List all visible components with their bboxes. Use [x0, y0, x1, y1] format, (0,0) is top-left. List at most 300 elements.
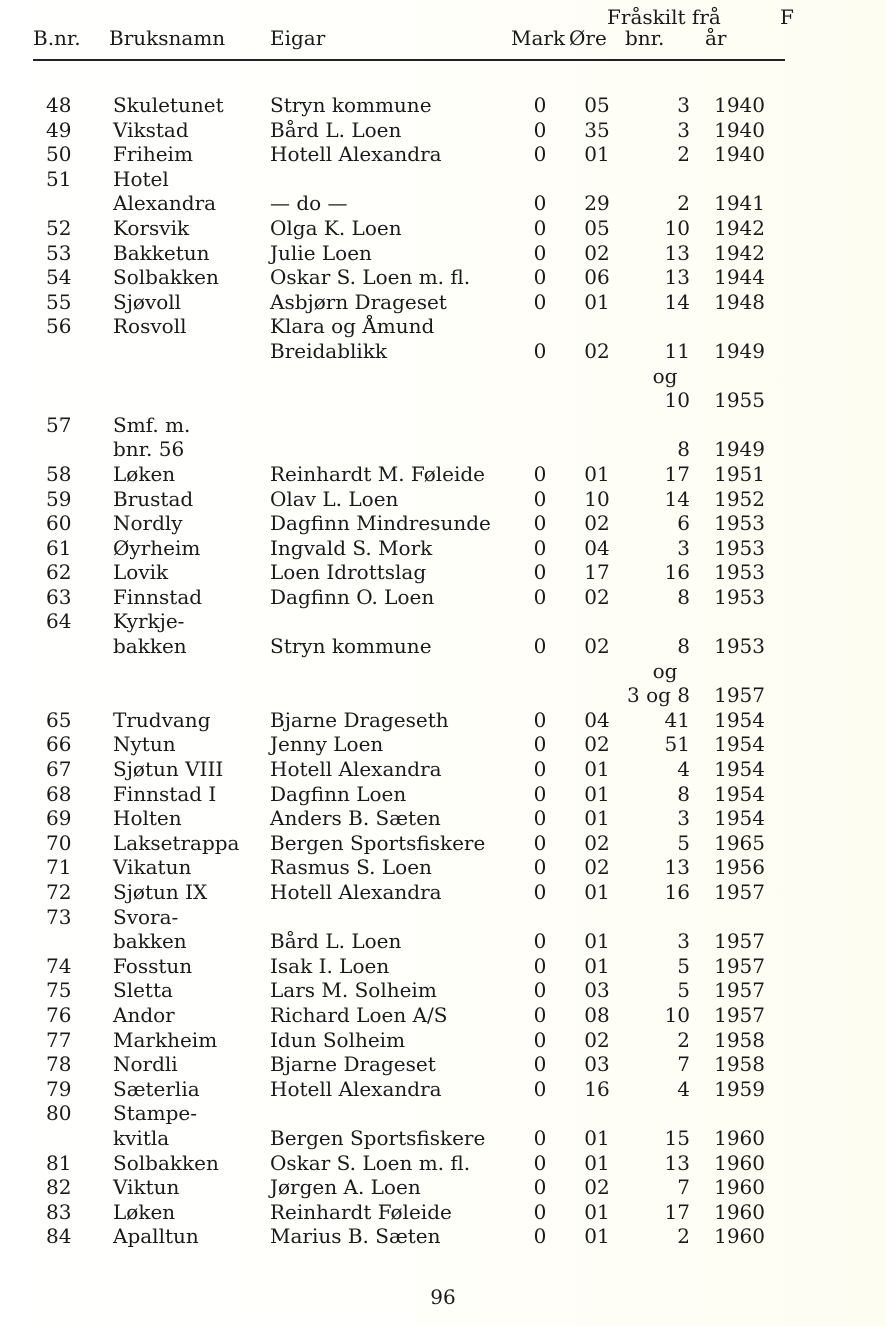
cell-bruksnamn: Vikatun — [113, 855, 192, 880]
cell-eigar: Marius B. Sæten — [270, 1224, 441, 1249]
cell-ore: 01 — [584, 806, 610, 831]
table-row — [0, 93, 800, 118]
property-table — [0, 93, 800, 1249]
cell-mark: 0 — [533, 707, 547, 732]
cell-bnr: 52 — [46, 215, 72, 240]
cell-from-bnr: 10 — [664, 388, 690, 413]
cell-bruksnamn: Svora- — [113, 904, 179, 929]
cell-mark: 0 — [533, 757, 547, 782]
cell-bnr: 58 — [46, 461, 72, 486]
table-row — [0, 314, 800, 339]
table-row — [0, 585, 800, 610]
cell-bnr: 83 — [46, 1199, 72, 1224]
table-row — [0, 954, 800, 979]
cell-bnr: 69 — [46, 806, 72, 831]
cell-og: og — [652, 363, 678, 388]
cell-mark: 0 — [533, 732, 547, 757]
cell-from-bnr: 13 — [664, 1150, 690, 1175]
cell-ore: 01 — [584, 1199, 610, 1224]
cell-ore: 10 — [584, 486, 610, 511]
table-row — [0, 413, 800, 438]
cell-year: 1949 — [714, 437, 765, 462]
cell-year: 1965 — [714, 830, 765, 855]
cell-mark: 0 — [533, 486, 547, 511]
cell-bruksnamn: kvitla — [113, 1125, 170, 1150]
cell-ore: 05 — [584, 215, 610, 240]
table-row — [0, 142, 800, 167]
cell-ore: 01 — [584, 1125, 610, 1150]
cell-from-bnr: 3 — [677, 929, 690, 954]
cell-mark: 0 — [533, 806, 547, 831]
cell-mark: 0 — [533, 117, 547, 142]
cell-from-bnr: 8 — [677, 634, 690, 659]
cell-year: 1953 — [714, 511, 765, 536]
table-row — [0, 364, 800, 389]
cell-eigar: Isak I. Loen — [270, 953, 390, 978]
table-row — [0, 487, 800, 512]
cell-ore: 01 — [584, 953, 610, 978]
cell-mark: 0 — [533, 1224, 547, 1249]
cell-year: 1940 — [714, 93, 765, 117]
cell-mark: 0 — [533, 560, 547, 585]
cell-bruksnamn: Solbakken — [113, 265, 219, 290]
table-row — [0, 1200, 800, 1225]
cell-og: og — [652, 658, 678, 683]
cell-year: 1956 — [714, 855, 765, 880]
cell-year: 1953 — [714, 584, 765, 609]
table-row — [0, 118, 800, 143]
cell-year: 1958 — [714, 1027, 765, 1052]
cell-year: 1942 — [714, 240, 765, 265]
cell-ore: 01 — [584, 929, 610, 954]
cell-mark: 0 — [533, 978, 547, 1003]
cell-bnr: 77 — [46, 1027, 72, 1052]
cell-year: 1941 — [714, 191, 765, 216]
cell-bnr: 75 — [46, 978, 72, 1003]
cell-mark: 0 — [533, 584, 547, 609]
table-row — [0, 1101, 800, 1126]
cell-bnr: 65 — [46, 707, 72, 732]
cell-ore: 06 — [584, 265, 610, 290]
cell-bnr: 80 — [46, 1101, 72, 1126]
cell-eigar: Olav L. Loen — [270, 486, 399, 511]
table-row — [0, 831, 800, 856]
table-row — [0, 265, 800, 290]
cell-mark: 0 — [533, 289, 547, 314]
cell-year: 1940 — [714, 117, 765, 142]
cell-mark: 0 — [533, 781, 547, 806]
table-row — [0, 732, 800, 757]
table-row — [0, 462, 800, 487]
cell-ore: 17 — [584, 560, 610, 585]
cell-bruksnamn: Alexandra — [113, 191, 217, 216]
cell-from-bnr: 4 — [677, 757, 690, 782]
header-bnr: B.nr. — [33, 26, 81, 50]
table-row — [0, 659, 800, 684]
cell-ore: 08 — [584, 1002, 610, 1027]
cell-eigar: Anders B. Sæten — [270, 806, 441, 831]
cell-ore: 02 — [584, 338, 610, 363]
cell-bruksnamn: Skuletunet — [113, 93, 224, 117]
cell-year: 1952 — [714, 486, 765, 511]
cell-bnr: 71 — [46, 855, 72, 880]
cell-year: 1953 — [714, 535, 765, 560]
table-row — [0, 683, 800, 708]
cell-from-bnr: 14 — [664, 289, 690, 314]
table-row — [0, 880, 800, 905]
cell-from-bnr: 5 — [677, 978, 690, 1003]
table-row — [0, 1077, 800, 1102]
cell-eigar: Reinhardt M. Føleide — [270, 461, 486, 486]
cell-bruksnamn: Sæterlia — [113, 1076, 200, 1101]
cell-eigar: Reinhardt Føleide — [270, 1199, 452, 1224]
table-row — [0, 905, 800, 930]
cell-eigar: Bergen Sportsfiskere — [270, 830, 486, 855]
header-bruksnamn: Bruksnamn — [109, 26, 226, 50]
cell-bruksnamn: Sjøtun IX — [113, 880, 208, 904]
cell-bnr: 67 — [46, 757, 72, 782]
cell-ore: 05 — [584, 93, 610, 117]
cell-from-bnr: 3 — [677, 535, 690, 560]
table-row — [0, 216, 800, 241]
cell-year: 1957 — [714, 1002, 765, 1027]
cell-year: 1960 — [714, 1199, 765, 1224]
cell-from-bnr: 2 — [677, 1027, 690, 1052]
cell-bnr: 72 — [46, 880, 72, 904]
cell-bruksnamn: Apalltun — [113, 1224, 199, 1249]
cell-bruksnamn: Finnstad I — [113, 781, 217, 806]
cell-ore: 01 — [584, 289, 610, 314]
cell-ore: 02 — [584, 1175, 610, 1200]
cell-year: 1949 — [714, 338, 765, 363]
cell-eigar: Hotell Alexandra — [270, 142, 442, 167]
cell-mark: 0 — [533, 1150, 547, 1175]
cell-mark: 0 — [533, 535, 547, 560]
cell-eigar: Klara og Åmund — [270, 314, 435, 339]
cell-bruksnamn: Sjøtun VIII — [113, 757, 224, 782]
cell-mark: 0 — [533, 1027, 547, 1052]
cell-eigar: Oskar S. Loen m. fl. — [270, 1150, 471, 1175]
table-row — [0, 1126, 800, 1151]
cell-bruksnamn: Solbakken — [113, 1150, 219, 1175]
cell-mark: 0 — [533, 1125, 547, 1150]
cell-bnr: 50 — [46, 142, 72, 167]
cell-year: 1954 — [714, 707, 765, 732]
cell-bnr: 70 — [46, 830, 72, 855]
cell-from-bnr: 51 — [664, 732, 690, 757]
cell-eigar: Idun Solheim — [270, 1027, 406, 1052]
cell-mark: 0 — [533, 93, 547, 117]
table-row — [0, 388, 800, 413]
table-row — [0, 978, 800, 1003]
cell-bnr: 54 — [46, 265, 72, 290]
header-rule — [33, 59, 785, 61]
cell-mark: 0 — [533, 830, 547, 855]
cell-bruksnamn: Løken — [113, 461, 176, 486]
cell-bnr: 79 — [46, 1076, 72, 1101]
cell-bruksnamn: Kyrkje- — [113, 609, 185, 634]
cell-from-bnr: 10 — [664, 1002, 690, 1027]
cell-year: 1948 — [714, 289, 765, 314]
cell-ore: 04 — [584, 707, 610, 732]
cell-ore: 04 — [584, 535, 610, 560]
cell-bnr: 62 — [46, 560, 72, 585]
cell-from-bnr: 16 — [664, 560, 690, 585]
table-row — [0, 806, 800, 831]
cell-from-bnr: 4 — [677, 1076, 690, 1101]
cell-ore: 02 — [584, 855, 610, 880]
cell-ore: 02 — [584, 584, 610, 609]
cell-from-bnr: 7 — [677, 1175, 690, 1200]
cell-bruksnamn: Korsvik — [113, 215, 190, 240]
cell-eigar: Dagfinn Mindresunde — [270, 511, 491, 536]
cell-bnr: 48 — [46, 93, 72, 117]
cell-eigar: Bergen Sportsfiskere — [270, 1125, 486, 1150]
cell-mark: 0 — [533, 461, 547, 486]
cell-eigar: Richard Loen A/S — [270, 1002, 448, 1027]
cell-mark: 0 — [533, 142, 547, 167]
cell-bruksnamn: Øyrheim — [113, 535, 201, 560]
cell-from-bnr: 2 — [677, 191, 690, 216]
cell-year: 1960 — [714, 1175, 765, 1200]
cell-eigar: — do — — [270, 191, 348, 216]
table-row — [0, 339, 800, 364]
table-row — [0, 708, 800, 733]
header-year: år — [705, 26, 727, 50]
cell-from-bnr: 3 og 8 — [626, 683, 690, 708]
table-row — [0, 437, 800, 462]
cell-eigar: Bjarne Drageseth — [270, 707, 449, 732]
table-row — [0, 1151, 800, 1176]
cell-from-bnr: 10 — [664, 215, 690, 240]
cell-bruksnamn: Smf. m. — [113, 412, 191, 437]
cell-eigar: Asbjørn Drageset — [270, 289, 447, 314]
cell-year: 1960 — [714, 1125, 765, 1150]
table-row — [0, 1052, 800, 1077]
cell-bruksnamn: Stampe- — [113, 1101, 198, 1126]
cell-bruksnamn: Vikstad — [113, 117, 189, 142]
cell-mark: 0 — [533, 1002, 547, 1027]
cell-bnr: 55 — [46, 289, 72, 314]
cell-bnr: 81 — [46, 1150, 72, 1175]
cell-mark: 0 — [533, 338, 547, 363]
table-row — [0, 1003, 800, 1028]
cell-from-bnr: 5 — [677, 953, 690, 978]
cell-eigar: Jenny Loen — [270, 732, 384, 757]
cell-from-bnr: 11 — [664, 338, 690, 363]
cell-mark: 0 — [533, 855, 547, 880]
cell-bruksnamn: Andor — [113, 1002, 175, 1027]
cell-year: 1957 — [714, 880, 765, 904]
header-from-bnr: bnr. — [625, 26, 665, 50]
header-eigar: Eigar — [270, 26, 326, 50]
cell-ore: 01 — [584, 1224, 610, 1249]
cell-eigar: Hotell Alexandra — [270, 1076, 442, 1101]
cell-eigar: Oskar S. Loen m. fl. — [270, 265, 471, 290]
cell-eigar: Bård L. Loen — [270, 929, 402, 954]
cell-eigar: Bjarne Drageset — [270, 1052, 436, 1077]
cell-bruksnamn: Finnstad — [113, 584, 203, 609]
cell-from-bnr: 14 — [664, 486, 690, 511]
cell-eigar: Olga K. Loen — [270, 215, 402, 240]
cell-mark: 0 — [533, 634, 547, 659]
cell-ore: 01 — [584, 142, 610, 167]
cell-year: 1957 — [714, 978, 765, 1003]
cell-from-bnr: 13 — [664, 855, 690, 880]
table-row — [0, 1028, 800, 1053]
cell-year: 1957 — [714, 929, 765, 954]
cell-bruksnamn: Markheim — [113, 1027, 218, 1052]
cell-from-bnr: 15 — [664, 1125, 690, 1150]
cell-ore: 02 — [584, 830, 610, 855]
cell-from-bnr: 13 — [664, 240, 690, 265]
table-row — [0, 929, 800, 954]
cell-mark: 0 — [533, 1076, 547, 1101]
cell-ore: 01 — [584, 757, 610, 782]
cell-bnr: 59 — [46, 486, 72, 511]
cell-from-bnr: 17 — [664, 461, 690, 486]
cell-ore: 01 — [584, 1150, 610, 1175]
page-number: 96 — [430, 1285, 456, 1309]
cell-year: 1942 — [714, 215, 765, 240]
cell-year: 1960 — [714, 1224, 765, 1249]
cell-ore: 29 — [584, 191, 610, 216]
cell-mark: 0 — [533, 880, 547, 904]
table-row — [0, 855, 800, 880]
cell-from-bnr: 3 — [677, 806, 690, 831]
cell-bruksnamn: Bakketun — [113, 240, 210, 265]
cell-year: 1958 — [714, 1052, 765, 1077]
cell-mark: 0 — [533, 191, 547, 216]
table-row — [0, 167, 800, 192]
cell-mark: 0 — [533, 240, 547, 265]
cell-eigar: Stryn kommune — [270, 93, 432, 117]
cell-bruksnamn: Sletta — [113, 978, 173, 1003]
cell-mark: 0 — [533, 929, 547, 954]
table-row — [0, 511, 800, 536]
cell-eigar: Dagfinn O. Loen — [270, 584, 435, 609]
cell-year: 1953 — [714, 634, 765, 659]
cell-from-bnr: 3 — [677, 93, 690, 117]
cell-bruksnamn: Holten — [113, 806, 182, 831]
cell-bnr: 56 — [46, 314, 72, 339]
cell-year: 1959 — [714, 1076, 765, 1101]
cell-year: 1957 — [714, 683, 765, 708]
cell-ore: 02 — [584, 511, 610, 536]
cell-bruksnamn: Fosstun — [113, 953, 193, 978]
cell-ore: 16 — [584, 1076, 610, 1101]
table-row — [0, 782, 800, 807]
cell-bruksnamn: Laksetrappa — [113, 830, 240, 855]
cell-from-bnr: 5 — [677, 830, 690, 855]
cell-from-bnr: 17 — [664, 1199, 690, 1224]
cell-from-bnr: 7 — [677, 1052, 690, 1077]
cell-bnr: 76 — [46, 1002, 72, 1027]
cell-bnr: 73 — [46, 904, 72, 929]
cell-eigar: Dagfinn Loen — [270, 781, 407, 806]
cell-bruksnamn: Nytun — [113, 732, 176, 757]
cell-bnr: 53 — [46, 240, 72, 265]
cell-from-bnr: 13 — [664, 265, 690, 290]
table-row — [0, 536, 800, 561]
table-row — [0, 290, 800, 315]
cell-mark: 0 — [533, 1052, 547, 1077]
header-group-from: Fråskilt frå — [607, 5, 721, 29]
table-row — [0, 1175, 800, 1200]
cell-year: 1944 — [714, 265, 765, 290]
cell-mark: 0 — [533, 1199, 547, 1224]
header-cut-letter: F — [780, 5, 794, 29]
cell-year: 1953 — [714, 560, 765, 585]
cell-eigar: Hotell Alexandra — [270, 880, 442, 904]
cell-from-bnr: 3 — [677, 117, 690, 142]
cell-bruksnamn: Sjøvoll — [113, 289, 182, 314]
table-row — [0, 191, 800, 216]
cell-ore: 03 — [584, 1052, 610, 1077]
cell-bnr: 60 — [46, 511, 72, 536]
cell-bruksnamn: bakken — [113, 634, 187, 659]
cell-bnr: 74 — [46, 953, 72, 978]
cell-eigar: Bård L. Loen — [270, 117, 402, 142]
cell-eigar: Lars M. Solheim — [270, 978, 437, 1003]
cell-bruksnamn: Friheim — [113, 142, 193, 167]
cell-mark: 0 — [533, 511, 547, 536]
cell-ore: 35 — [584, 117, 610, 142]
table-row — [0, 634, 800, 659]
table-row — [0, 609, 800, 634]
cell-year: 1955 — [714, 388, 765, 413]
cell-bruksnamn: Løken — [113, 1199, 176, 1224]
table-row — [0, 757, 800, 782]
cell-bnr: 49 — [46, 117, 72, 142]
cell-bnr: 82 — [46, 1175, 72, 1200]
cell-ore: 01 — [584, 461, 610, 486]
cell-bnr: 63 — [46, 584, 72, 609]
cell-year: 1951 — [714, 461, 765, 486]
table-row — [0, 241, 800, 266]
cell-mark: 0 — [533, 953, 547, 978]
cell-eigar: Loen Idrottslag — [270, 560, 427, 585]
cell-bruksnamn: Nordli — [113, 1052, 178, 1077]
cell-bnr: 66 — [46, 732, 72, 757]
cell-bruksnamn: Brustad — [113, 486, 194, 511]
cell-from-bnr: 2 — [677, 142, 690, 167]
cell-eigar: Breidablikk — [270, 338, 388, 363]
header-mark: Mark — [511, 26, 566, 50]
cell-bnr: 78 — [46, 1052, 72, 1077]
cell-ore: 02 — [584, 732, 610, 757]
cell-from-bnr: 8 — [677, 781, 690, 806]
cell-bruksnamn: Nordly — [113, 511, 183, 536]
cell-mark: 0 — [533, 265, 547, 290]
cell-bnr: 84 — [46, 1224, 72, 1249]
cell-bnr: 51 — [46, 166, 72, 191]
cell-from-bnr: 6 — [677, 511, 690, 536]
cell-eigar: Stryn kommune — [270, 634, 432, 659]
cell-year: 1954 — [714, 732, 765, 757]
cell-ore: 03 — [584, 978, 610, 1003]
cell-year: 1940 — [714, 142, 765, 167]
cell-bnr: 61 — [46, 535, 72, 560]
cell-year: 1960 — [714, 1150, 765, 1175]
cell-bruksnamn: Viktun — [113, 1175, 180, 1200]
cell-year: 1954 — [714, 781, 765, 806]
cell-bruksnamn: bakken — [113, 929, 187, 954]
cell-year: 1954 — [714, 757, 765, 782]
cell-eigar: Julie Loen — [270, 240, 372, 265]
cell-eigar: Rasmus S. Loen — [270, 855, 432, 880]
cell-ore: 01 — [584, 880, 610, 904]
